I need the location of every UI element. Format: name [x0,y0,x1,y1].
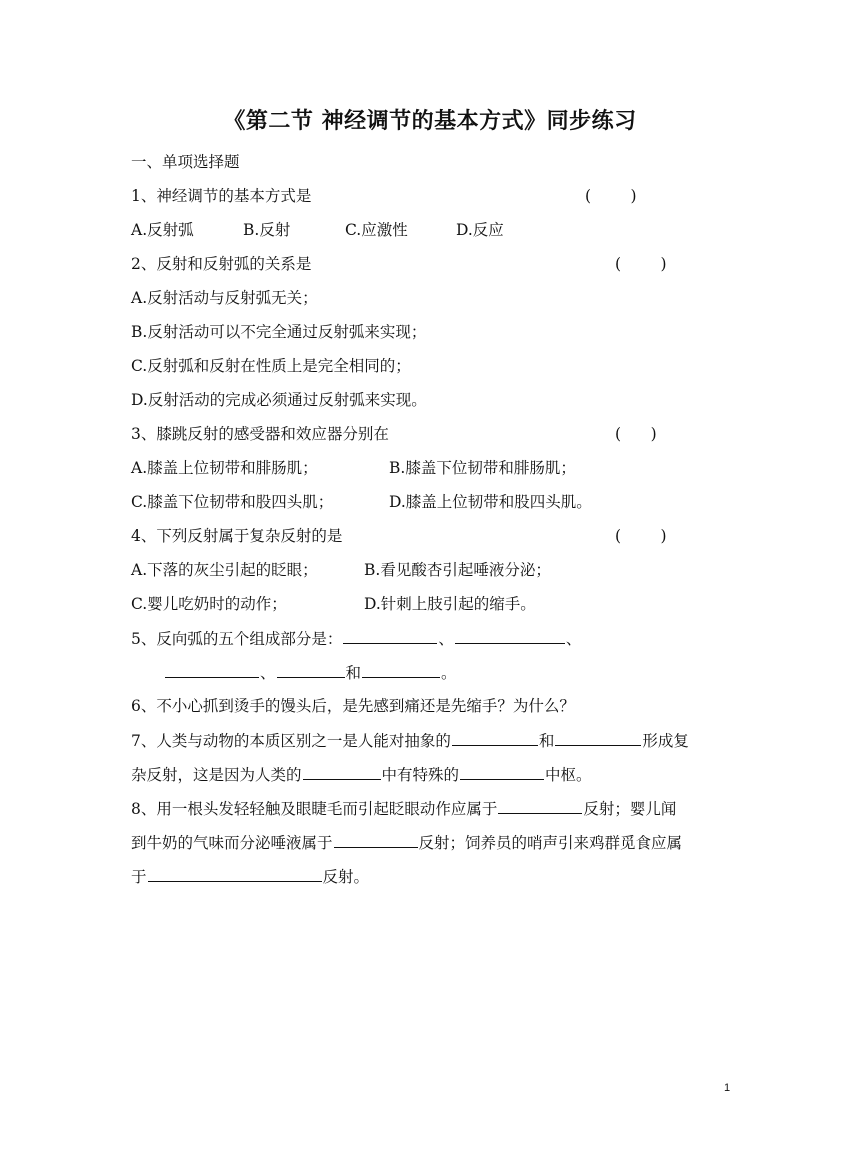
question-5-line-2 [164,661,457,684]
page-number: 1 [724,1082,731,1094]
question-8-text: 反射；婴儿闻 [583,800,677,818]
question-2-option-b: B.反射活动可以不完全通过反射弧来实现； [131,323,427,341]
answer-blank[interactable] [148,865,322,882]
conjunction: 和 [345,664,362,682]
question-8-text: 8、用一根头发轻轻触及眼睫毛而引起眨眼动作应属于 [131,800,498,818]
question-4-option-b: B.看见酸杏引起唾液分泌； [364,561,551,579]
question-7-text: 7、人类与动物的本质区别之一是人能对抽象的 [131,732,451,750]
separator: 、 [565,630,582,648]
question-1-option-d: D.反应 [456,221,504,239]
question-1-option-c: C.应激性 [345,221,408,239]
question-4-option-a: A.下落的灰尘引起的眨眼； [131,561,318,579]
question-8-text: 反射。 [322,868,370,886]
answer-blank[interactable] [362,661,440,678]
question-2-option-d: D.反射活动的完成必须通过反射弧来实现。 [131,391,427,409]
page-title: 《第二节 神经调节的基本方式》同步练习 [223,109,637,134]
question-8-line-2 [131,831,682,854]
answer-blank[interactable] [555,729,641,746]
separator: 、 [438,630,454,648]
question-7-line-1 [131,729,689,752]
question-8-line-1 [131,797,676,820]
section-heading: 一、单项选择题 [131,153,240,171]
question-7-text: 中枢。 [545,766,592,784]
conjunction: 和 [538,732,555,750]
question-4-stem: 4、下列反射属于复杂反射的是 [131,527,343,545]
question-2-option-a: A.反射活动与反射弧无关； [131,289,318,307]
question-3-stem: 3、膝跳反射的感受器和效应器分别在 [131,425,389,443]
question-4-option-d: D.针刺上肢引起的缩手。 [364,595,536,613]
question-2-option-c: C.反射弧和反射在性质上是完全相同的； [131,357,411,375]
question-8-text: 到牛奶的气味而分泌唾液属于 [131,834,333,852]
answer-blank[interactable] [343,627,437,644]
question-3-option-c: C.膝盖下位韧带和股四头肌； [131,493,334,511]
question-7-text: 形成复 [642,732,689,750]
question-1-answer-paren: ( ) [585,187,637,205]
question-7-text: 杂反射，这是因为人类的 [131,766,302,784]
question-8-text: 反射；饲养员的哨声引来鸡群觅食应属 [418,834,683,852]
period: 。 [441,664,457,682]
question-3-option-d: D.膝盖上位韧带和股四头肌。 [389,493,592,511]
question-3-option-a: A.膝盖上位韧带和腓肠肌； [131,459,318,477]
question-1-option-b: B.反射 [243,221,291,239]
question-2-stem: 2、反射和反射弧的关系是 [131,255,312,273]
question-7-line-2 [131,763,592,786]
question-2-answer-paren: ( ) [615,255,667,273]
question-5-line-1 [131,627,581,650]
question-4-option-c: C.婴儿吃奶时的动作； [131,595,287,613]
answer-blank[interactable] [455,627,565,644]
question-6-text: 6、不小心抓到烫手的馒头后，是先感到痛还是先缩手？为什么？ [131,697,575,715]
answer-blank[interactable] [277,661,345,678]
question-5-text: 5、反向弧的五个组成部分是： [131,630,343,648]
answer-blank[interactable] [334,831,418,848]
question-7-text: 中有特殊的 [381,766,460,784]
question-8-line-3 [131,865,369,888]
answer-blank[interactable] [303,763,381,780]
question-1-stem: 1、神经调节的基本方式是 [131,187,312,205]
answer-blank[interactable] [452,729,538,746]
question-3-answer-paren: ( ) [615,425,657,443]
answer-blank[interactable] [498,797,582,814]
answer-blank[interactable] [460,763,544,780]
question-4-answer-paren: ( ) [615,527,667,545]
question-8-text: 于 [131,868,147,886]
question-1-option-a: A.反射弧 [131,221,194,239]
answer-blank[interactable] [165,661,259,678]
question-3-option-b: B.膝盖下位韧带和腓肠肌； [389,459,576,477]
separator: 、 [260,664,276,682]
